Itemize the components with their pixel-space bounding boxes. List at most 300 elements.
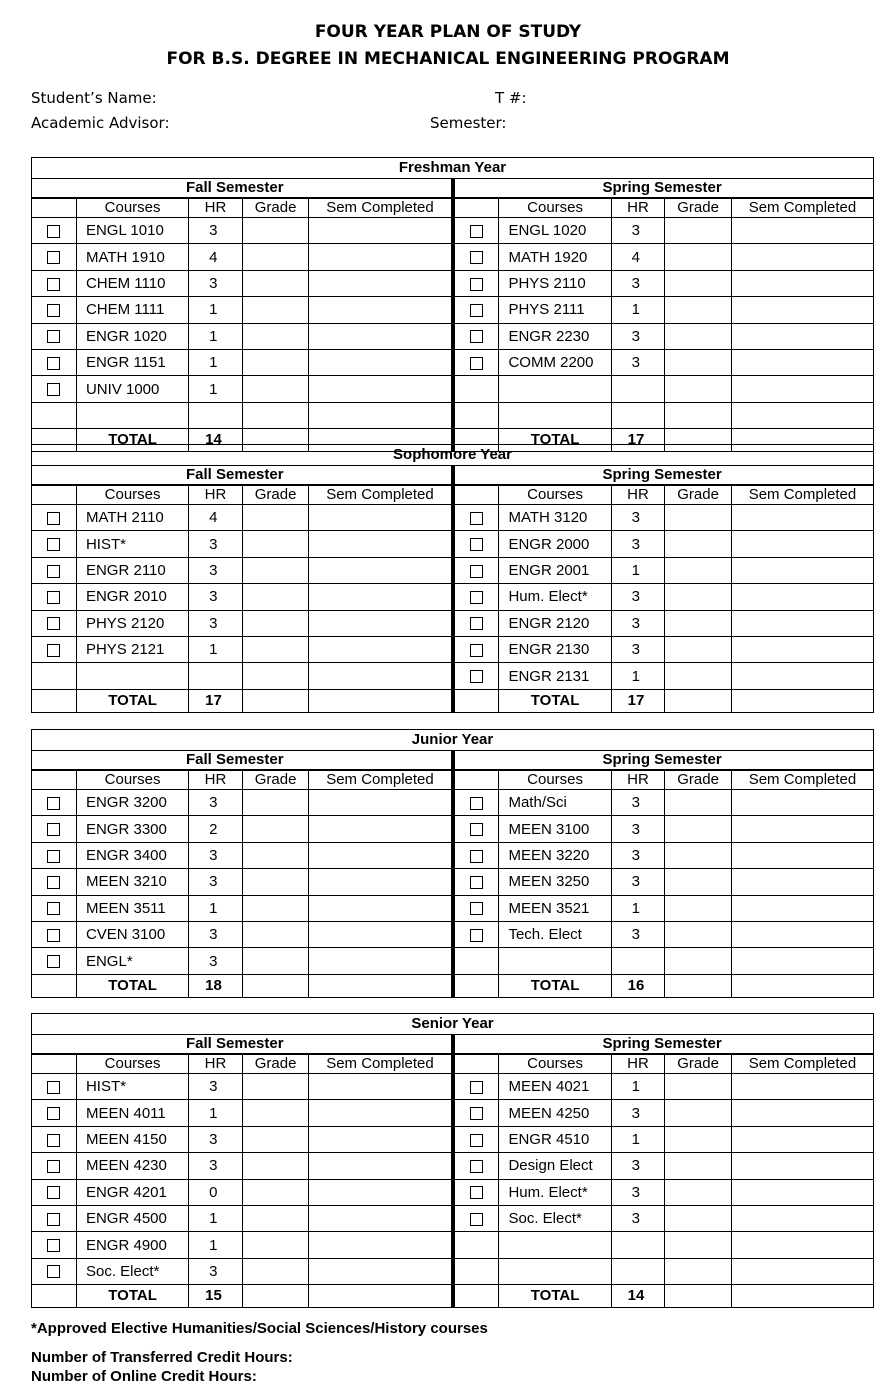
course-name: MATH 3120 — [499, 505, 611, 531]
course-name: ENGR 3400 — [76, 842, 188, 868]
course-checkbox[interactable] — [47, 1186, 60, 1199]
table-row — [455, 636, 874, 662]
credit-hours: 1 — [189, 1205, 243, 1231]
total-hours: 17 — [611, 689, 665, 712]
grade-cell — [665, 921, 732, 947]
sem-completed-cell — [731, 663, 873, 689]
sem-completed-cell — [731, 1074, 873, 1100]
course-name: Hum. Elect* — [499, 1179, 611, 1205]
total-hours: 15 — [189, 1285, 243, 1308]
course-checkbox[interactable] — [47, 1134, 60, 1147]
table-row — [32, 1074, 451, 1100]
credit-hours — [611, 948, 665, 974]
semester-label: Fall Semester — [32, 751, 451, 770]
hr-header: HR — [189, 486, 243, 505]
total-row — [32, 689, 451, 712]
credit-hours: 3 — [611, 816, 665, 842]
checkbox-cell — [455, 297, 499, 323]
total-label: TOTAL — [76, 689, 188, 712]
semester-label: Fall Semester — [32, 1035, 451, 1054]
table-row — [32, 270, 451, 296]
grade-cell — [665, 610, 732, 636]
checkbox-cell — [32, 1205, 76, 1231]
table-row — [32, 376, 451, 402]
total-blank-cell — [455, 1285, 499, 1308]
grade-cell — [242, 244, 309, 270]
grade-cell — [242, 895, 309, 921]
grade-cell — [665, 974, 732, 997]
column-header-row — [455, 771, 874, 790]
course-checkbox[interactable] — [470, 330, 483, 343]
fall-semester — [32, 179, 455, 451]
credit-hours: 1 — [611, 663, 665, 689]
grade-cell — [665, 531, 732, 557]
sem-completed-cell — [309, 1258, 451, 1284]
courses-header: Courses — [76, 1055, 188, 1074]
checkbox-cell — [455, 816, 499, 842]
course-checkbox[interactable] — [470, 357, 483, 370]
grade-cell — [665, 505, 732, 531]
table-row — [455, 921, 874, 947]
course-name — [499, 948, 611, 974]
course-checkbox[interactable] — [470, 1081, 483, 1094]
credit-hours — [611, 376, 665, 402]
semester-label: Fall Semester — [32, 466, 451, 485]
course-checkbox[interactable] — [47, 278, 60, 291]
grade-cell — [242, 842, 309, 868]
course-name: ENGR 2230 — [499, 323, 611, 349]
credit-hours: 1 — [611, 297, 665, 323]
course-checkbox[interactable] — [470, 1160, 483, 1173]
checkbox-cell — [455, 948, 499, 974]
grade-cell — [665, 1258, 732, 1284]
course-checkbox[interactable] — [470, 644, 483, 657]
table-row — [455, 895, 874, 921]
credit-hours — [611, 402, 665, 428]
grade-cell — [242, 1126, 309, 1152]
credit-hours — [611, 1232, 665, 1258]
semester-label: Spring Semester — [455, 466, 874, 485]
course-checkbox[interactable] — [470, 512, 483, 525]
column-header-row — [32, 199, 451, 218]
table-row — [32, 842, 451, 868]
checkbox-cell — [32, 1100, 76, 1126]
credit-hours: 3 — [189, 790, 243, 816]
credit-hours: 3 — [611, 218, 665, 244]
course-checkbox[interactable] — [470, 225, 483, 238]
checkbox-cell — [455, 584, 499, 610]
course-name: ENGR 1020 — [76, 323, 188, 349]
total-blank-cell — [32, 974, 76, 997]
course-checkbox[interactable] — [47, 644, 60, 657]
sem-completed-cell — [731, 505, 873, 531]
grade-cell — [242, 1232, 309, 1258]
total-row — [455, 1285, 874, 1308]
sem-completed-cell — [731, 1232, 873, 1258]
course-table — [32, 485, 451, 712]
column-header-row — [32, 771, 451, 790]
year-block-freshman — [31, 157, 874, 452]
course-name: Soc. Elect* — [499, 1205, 611, 1231]
courses-header: Courses — [499, 771, 611, 790]
column-header-row — [455, 1055, 874, 1074]
total-row — [32, 974, 451, 997]
checkbox-cell — [32, 531, 76, 557]
grade-cell — [665, 1285, 732, 1308]
table-row — [455, 610, 874, 636]
semester-label: Spring Semester — [455, 179, 874, 198]
table-row — [32, 948, 451, 974]
course-checkbox[interactable] — [47, 330, 60, 343]
total-hours: 17 — [189, 689, 243, 712]
year-block-sophomore — [31, 444, 874, 713]
table-row — [32, 610, 451, 636]
credit-hours: 1 — [611, 557, 665, 583]
fall-semester — [32, 751, 455, 997]
sem-completed-cell — [309, 1205, 451, 1231]
course-name: ENGR 4500 — [76, 1205, 188, 1231]
semester-columns — [32, 1035, 873, 1307]
credit-hours: 3 — [611, 921, 665, 947]
checkbox-cell — [32, 869, 76, 895]
grade-cell — [242, 1100, 309, 1126]
grade-cell — [242, 689, 309, 712]
course-checkbox[interactable] — [47, 591, 60, 604]
course-checkbox[interactable] — [47, 1107, 60, 1120]
footnote: *Approved Elective Humanities/Social Sciences/History courses — [31, 1320, 488, 1337]
grade-cell — [242, 1205, 309, 1231]
table-row — [455, 244, 874, 270]
total-label: TOTAL — [499, 689, 611, 712]
year-block-senior — [31, 1013, 874, 1308]
table-row — [32, 895, 451, 921]
sem-completed-cell — [731, 531, 873, 557]
sem-completed-header: Sem Completed — [309, 486, 451, 505]
grade-header: Grade — [242, 771, 309, 790]
credit-hours: 3 — [189, 948, 243, 974]
courses-header: Courses — [499, 199, 611, 218]
grade-cell — [665, 948, 732, 974]
table-row — [455, 297, 874, 323]
course-checkbox[interactable] — [470, 850, 483, 863]
course-name: MEEN 4021 — [499, 1074, 611, 1100]
page-subtitle: FOR B.S. DEGREE IN MECHANICAL ENGINEERING PROGRAM — [166, 49, 730, 69]
credit-hours: 1 — [189, 636, 243, 662]
credit-hours: 1 — [189, 323, 243, 349]
credit-hours: 3 — [611, 349, 665, 375]
checkbox-cell — [455, 557, 499, 583]
table-row — [455, 1126, 874, 1152]
course-checkbox[interactable] — [470, 1213, 483, 1226]
total-blank-cell — [32, 1285, 76, 1308]
course-name: ENGR 3300 — [76, 816, 188, 842]
course-name: HIST* — [76, 1074, 188, 1100]
grade-cell — [242, 270, 309, 296]
course-checkbox[interactable] — [47, 357, 60, 370]
course-checkbox[interactable] — [47, 1265, 60, 1278]
course-name: MEEN 3100 — [499, 816, 611, 842]
course-name: Soc. Elect* — [76, 1258, 188, 1284]
course-checkbox[interactable] — [47, 850, 60, 863]
course-checkbox[interactable] — [470, 929, 483, 942]
credit-hours: 3 — [611, 610, 665, 636]
course-name: PHYS 2121 — [76, 636, 188, 662]
course-name: ENGR 2001 — [499, 557, 611, 583]
checkbox-header — [455, 199, 499, 218]
grade-header: Grade — [242, 199, 309, 218]
checkbox-cell — [32, 895, 76, 921]
course-table — [455, 1054, 874, 1307]
grade-cell — [665, 376, 732, 402]
sem-completed-cell — [731, 869, 873, 895]
checkbox-cell — [455, 505, 499, 531]
sem-completed-cell — [309, 1100, 451, 1126]
table-row — [455, 505, 874, 531]
hr-header: HR — [189, 1055, 243, 1074]
credit-hours: 3 — [189, 1126, 243, 1152]
course-checkbox[interactable] — [47, 876, 60, 889]
grade-cell — [242, 869, 309, 895]
course-name: Math/Sci — [499, 790, 611, 816]
semester-label: Spring Semester — [455, 1035, 874, 1054]
sem-completed-cell — [309, 1153, 451, 1179]
grade-cell — [242, 218, 309, 244]
credit-hours: 1 — [189, 895, 243, 921]
course-checkbox[interactable] — [47, 823, 60, 836]
course-name: ENGR 2131 — [499, 663, 611, 689]
checkbox-cell — [455, 270, 499, 296]
course-checkbox[interactable] — [47, 251, 60, 264]
column-header-row — [455, 199, 874, 218]
checkbox-cell — [455, 895, 499, 921]
course-checkbox[interactable] — [470, 797, 483, 810]
sem-completed-cell — [731, 816, 873, 842]
course-checkbox[interactable] — [470, 591, 483, 604]
year-title: Senior Year — [32, 1014, 873, 1035]
course-table — [455, 485, 874, 712]
sem-completed-cell — [309, 974, 451, 997]
credit-hours: 3 — [611, 323, 665, 349]
course-name: UNIV 1000 — [76, 376, 188, 402]
course-name: ENGR 3200 — [76, 790, 188, 816]
table-row — [455, 402, 874, 428]
grade-cell — [665, 1074, 732, 1100]
table-row — [32, 323, 451, 349]
credit-hours: 3 — [611, 1153, 665, 1179]
sem-completed-cell — [731, 376, 873, 402]
course-checkbox[interactable] — [47, 225, 60, 238]
checkbox-cell — [455, 402, 499, 428]
checkbox-cell — [32, 376, 76, 402]
credit-hours: 1 — [189, 349, 243, 375]
sem-completed-cell — [731, 636, 873, 662]
course-checkbox[interactable] — [47, 383, 60, 396]
course-name: HIST* — [76, 531, 188, 557]
course-name: MEEN 4011 — [76, 1100, 188, 1126]
course-checkbox[interactable] — [47, 512, 60, 525]
course-name: MEEN 4230 — [76, 1153, 188, 1179]
sem-completed-cell — [731, 557, 873, 583]
checkbox-cell — [32, 297, 76, 323]
course-checkbox[interactable] — [47, 1081, 60, 1094]
course-checkbox[interactable] — [470, 823, 483, 836]
course-checkbox[interactable] — [47, 1239, 60, 1252]
course-checkbox[interactable] — [470, 1134, 483, 1147]
course-checkbox[interactable] — [470, 565, 483, 578]
total-label: TOTAL — [76, 1285, 188, 1308]
grade-cell — [665, 1232, 732, 1258]
course-name: ENGR 2130 — [499, 636, 611, 662]
total-row — [455, 974, 874, 997]
checkbox-cell — [455, 1258, 499, 1284]
spring-semester — [455, 466, 874, 712]
course-name: ENGR 2110 — [76, 557, 188, 583]
credit-hours: 3 — [611, 636, 665, 662]
grade-cell — [242, 557, 309, 583]
online-credit-hours-label: Number of Online Credit Hours: — [31, 1368, 257, 1385]
grade-cell — [242, 505, 309, 531]
sem-completed-cell — [731, 1258, 873, 1284]
sem-completed-cell — [309, 218, 451, 244]
grade-cell — [242, 531, 309, 557]
credit-hours: 3 — [189, 921, 243, 947]
table-row — [32, 505, 451, 531]
course-checkbox[interactable] — [47, 304, 60, 317]
course-checkbox[interactable] — [470, 1186, 483, 1199]
table-row — [32, 1100, 451, 1126]
grade-cell — [242, 636, 309, 662]
credit-hours: 0 — [189, 1179, 243, 1205]
course-name: MEEN 3250 — [499, 869, 611, 895]
table-row — [32, 636, 451, 662]
course-checkbox[interactable] — [470, 251, 483, 264]
credit-hours — [189, 402, 243, 428]
sem-completed-cell — [309, 636, 451, 662]
checkbox-header — [32, 771, 76, 790]
hr-header: HR — [611, 486, 665, 505]
table-row — [455, 323, 874, 349]
sem-completed-cell — [309, 610, 451, 636]
course-name: ENGL* — [76, 948, 188, 974]
courses-header: Courses — [76, 486, 188, 505]
credit-hours: 3 — [611, 1100, 665, 1126]
course-checkbox[interactable] — [470, 304, 483, 317]
sem-completed-cell — [309, 244, 451, 270]
checkbox-cell — [455, 218, 499, 244]
course-checkbox[interactable] — [470, 876, 483, 889]
course-checkbox[interactable] — [47, 955, 60, 968]
checkbox-cell — [32, 1232, 76, 1258]
checkbox-cell — [455, 1205, 499, 1231]
course-checkbox[interactable] — [47, 1213, 60, 1226]
total-label: TOTAL — [499, 429, 611, 452]
course-name: MEEN 3511 — [76, 895, 188, 921]
credit-hours: 3 — [189, 270, 243, 296]
course-checkbox[interactable] — [470, 1107, 483, 1120]
year-title: Junior Year — [32, 730, 873, 751]
course-name: PHYS 2110 — [499, 270, 611, 296]
checkbox-cell — [455, 1232, 499, 1258]
checkbox-cell — [455, 1100, 499, 1126]
course-checkbox[interactable] — [47, 617, 60, 630]
sem-completed-cell — [309, 948, 451, 974]
credit-hours: 3 — [611, 531, 665, 557]
semester-columns — [32, 751, 873, 997]
course-name — [76, 663, 188, 689]
checkbox-cell — [455, 1126, 499, 1152]
total-label: TOTAL — [76, 429, 188, 452]
sem-completed-cell — [731, 244, 873, 270]
sem-completed-cell — [309, 921, 451, 947]
credit-hours: 1 — [189, 1100, 243, 1126]
course-table — [32, 198, 451, 451]
grade-header: Grade — [665, 1055, 732, 1074]
grade-cell — [242, 663, 309, 689]
sem-completed-cell — [309, 790, 451, 816]
credit-hours: 3 — [189, 869, 243, 895]
table-row — [455, 1205, 874, 1231]
course-name: MATH 1920 — [499, 244, 611, 270]
checkbox-cell — [455, 376, 499, 402]
sem-completed-cell — [309, 584, 451, 610]
table-row — [32, 349, 451, 375]
course-checkbox[interactable] — [470, 670, 483, 683]
credit-hours: 1 — [189, 376, 243, 402]
semester-label: Spring Semester — [455, 751, 874, 770]
course-name: ENGR 4201 — [76, 1179, 188, 1205]
total-hours: 14 — [189, 429, 243, 452]
course-checkbox[interactable] — [47, 902, 60, 915]
course-name — [499, 376, 611, 402]
checkbox-cell — [32, 1179, 76, 1205]
table-row — [32, 921, 451, 947]
grade-cell — [665, 636, 732, 662]
course-name: MATH 1910 — [76, 244, 188, 270]
course-checkbox[interactable] — [47, 565, 60, 578]
course-checkbox[interactable] — [470, 278, 483, 291]
course-checkbox[interactable] — [470, 617, 483, 630]
checkbox-cell — [455, 842, 499, 868]
grade-cell — [242, 376, 309, 402]
course-checkbox[interactable] — [47, 538, 60, 551]
sem-completed-cell — [731, 974, 873, 997]
table-row — [455, 869, 874, 895]
course-name: ENGR 4900 — [76, 1232, 188, 1258]
sem-completed-cell — [309, 531, 451, 557]
course-checkbox[interactable] — [470, 538, 483, 551]
credit-hours: 3 — [611, 790, 665, 816]
course-checkbox[interactable] — [47, 797, 60, 810]
table-row — [455, 557, 874, 583]
table-row — [455, 376, 874, 402]
course-name: ENGR 1151 — [76, 349, 188, 375]
grade-header: Grade — [665, 199, 732, 218]
grade-cell — [665, 1100, 732, 1126]
sem-completed-cell — [731, 610, 873, 636]
credit-hours: 3 — [189, 1258, 243, 1284]
course-checkbox[interactable] — [470, 902, 483, 915]
total-hours: 17 — [611, 429, 665, 452]
total-hours: 14 — [611, 1285, 665, 1308]
course-name: PHYS 2120 — [76, 610, 188, 636]
year-title: Sophomore Year — [32, 445, 873, 466]
sem-completed-cell — [309, 323, 451, 349]
table-row — [32, 1232, 451, 1258]
hr-header: HR — [189, 771, 243, 790]
grade-cell — [242, 921, 309, 947]
course-checkbox[interactable] — [47, 929, 60, 942]
course-checkbox[interactable] — [47, 1160, 60, 1173]
